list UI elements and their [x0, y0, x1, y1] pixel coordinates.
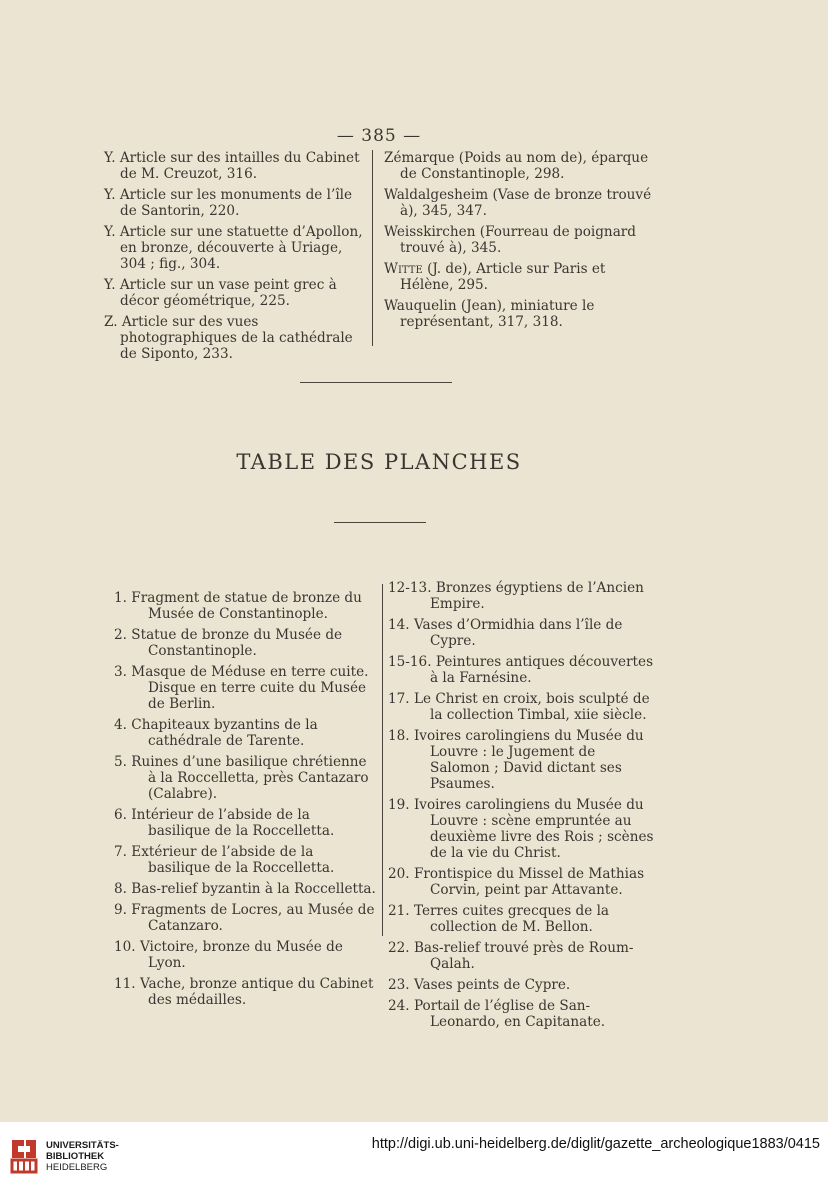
page-number: — 385 — [336, 126, 422, 146]
plate-entry: 21. Terres cuites grecques de la collection de M. Bellon. [388, 903, 610, 935]
plate-entry: 11. Vache, bronze antique du Cabinet des médailles. [114, 976, 374, 1008]
plate-entry: 7. Extérieur de l’abside de la basilique de la Roccelletta. [114, 844, 335, 876]
index-column-right [384, 150, 652, 335]
plate-entry: 17. Le Christ en croix, bois sculpté de la collection Timbal, xiie siècle. [388, 691, 650, 723]
plates-column-left [114, 590, 376, 1013]
plate-entry: 18. Ivoires carolingiens du Musée du Louvre : le Jugement de Salomon ; David dictant ses Psaumes. [388, 728, 644, 792]
library-name-line: UNIVERSITÄTS- [46, 1140, 119, 1151]
index-entry: Y. Article sur les monuments de l’île de Santorin, 220. [104, 187, 353, 219]
separator-rule [334, 522, 426, 523]
plate-entry: 14. Vases d’Ormidhia dans l’île de Cypre. [388, 617, 623, 649]
index-entry: Witte (J. de), Article sur Paris et Hélène, 295. [384, 261, 606, 293]
plate-entry: 9. Fragments de Locres, au Musée de Catanzaro. [114, 902, 375, 934]
plate-entry: 12-13. Bronzes égyptiens de l’Ancien Empire. [388, 580, 644, 612]
index-entry: Zémarque (Poids au nom de), éparque de Constantinople, 298. [384, 150, 649, 182]
library-name-line: BIBLIOTHEK [46, 1151, 105, 1162]
column-divider [372, 150, 373, 346]
index-entry: Y. Article sur une statuette d’Apollon, en bronze, découverte à Uriage, 304 ; fig., 304. [104, 224, 363, 272]
index-column-left [104, 150, 364, 367]
plate-entry: 22. Bas-relief trouvé près de Roum-Qalah. [388, 940, 634, 972]
university-library-logo-icon [8, 1136, 40, 1176]
section-title: TABLE DES PLANCHES [236, 450, 522, 474]
plate-entry: 6. Intérieur de l’abside de la basilique de la Roccelletta. [114, 807, 335, 839]
index-entry: Waldalgesheim (Vase de bronze trouvé à), 345, 347. [384, 187, 652, 219]
plate-entry: 19. Ivoires carolingiens du Musée du Louvre : scène empruntée au deuxième livre des Rois ; scènes de la vie du Christ. [388, 797, 654, 861]
library-footer [0, 1122, 828, 1188]
index-entry: Y. Article sur un vase peint grec à décor géométrique, 225. [104, 277, 337, 309]
plate-entry: 3. Masque de Méduse en terre cuite. Disque en terre cuite du Musée de Berlin. [114, 664, 369, 712]
plate-entry: 20. Frontispice du Missel de Mathias Corvin, peint par Attavante. [388, 866, 645, 898]
library-name-line: HEIDELBERG [46, 1162, 108, 1173]
plate-entry: 8. Bas-relief byzantin à la Roccelletta. [114, 881, 376, 897]
source-url[interactable]: http://digi.ub.uni-heidelberg.de/diglit/gazette_archeologique1883/0415 [371, 1136, 820, 1152]
separator-rule [300, 382, 452, 383]
plate-entry: 4. Chapiteaux byzantins de la cathédrale de Tarente. [114, 717, 318, 749]
index-entry: Y. Article sur des intailles du Cabinet de M. Creuzot, 316. [104, 150, 360, 182]
library-name [46, 1140, 119, 1173]
plate-entry: 15-16. Peintures antiques découvertes à la Farnésine. [388, 654, 654, 686]
index-entry: Wauquelin (Jean), miniature le représentant, 317, 318. [384, 298, 595, 330]
plate-entry: 1. Fragment de statue de bronze du Musée de Constantinople. [114, 590, 362, 622]
plates-column-right [388, 580, 658, 1035]
plate-entry: 5. Ruines d’une basilique chrétienne à la Roccelletta, près Cantazaro (Calabre). [114, 754, 369, 802]
plate-entry: 23. Vases peints de Cypre. [388, 977, 571, 993]
column-divider [382, 584, 383, 936]
plate-entry: 24. Portail de l’église de San-Leonardo, en Capitanate. [388, 998, 606, 1030]
index-entry: Z. Article sur des vues photographiques de la cathédrale de Siponto, 233. [104, 314, 353, 362]
plate-entry: 2. Statue de bronze du Musée de Constantinople. [114, 627, 343, 659]
plate-entry: 10. Victoire, bronze du Musée de Lyon. [114, 939, 343, 971]
index-entry: Weisskirchen (Fourreau de poignard trouvé à), 345. [384, 224, 636, 256]
